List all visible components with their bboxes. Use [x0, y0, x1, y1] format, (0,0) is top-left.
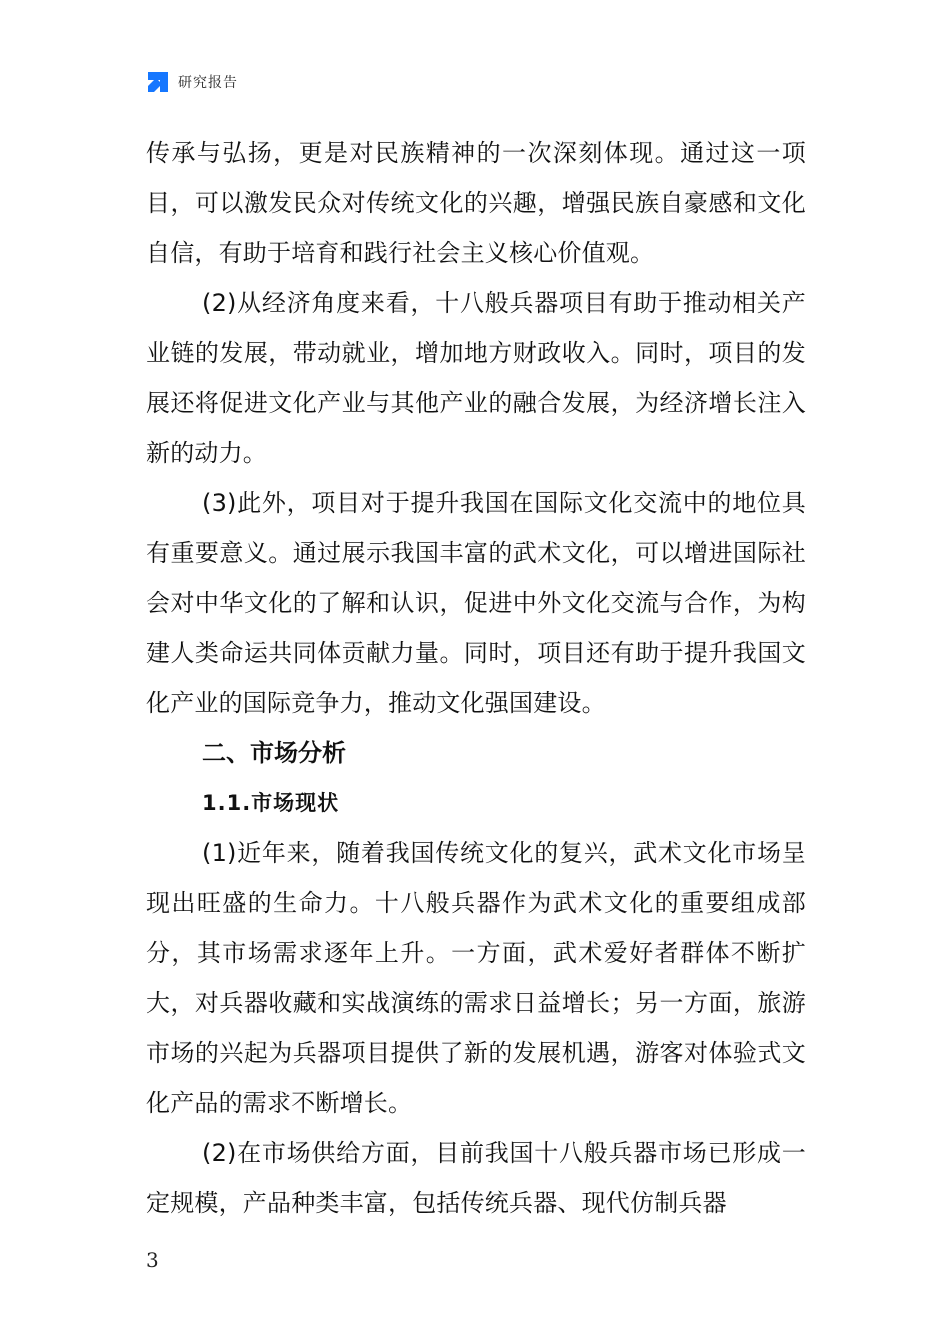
section-heading: 二、市场分析	[202, 739, 346, 767]
paragraph-market-supply: (2)在市场供给方面，目前我国十八般兵器市场已形成一定规模，产品种类丰富，包括传统兵器、现代仿制兵器	[146, 1139, 806, 1217]
report-header	[146, 68, 238, 96]
subsection-heading: 1.1.市场现状	[202, 791, 340, 815]
paragraph-international: (3)此外，项目对于提升我国在国际文化交流中的地位具有重要意义。通过展示我国丰富的武术文化，可以增进国际社会对中华文化的了解和认识，促进中外文化交流与合作，为构建人类命运共同体贡献力量。同时，项目还有助于提升我国文化产业的国际竞争力，推动文化强国建设。	[146, 489, 806, 717]
paragraph-economic: (2)从经济角度来看，十八般兵器项目有助于推动相关产业链的发展，带动就业，增加地方财政收入。同时，项目的发展还将促进文化产业与其他产业的融合发展，为经济增长注入新的动力。	[146, 289, 806, 467]
page-number: 3	[146, 1248, 159, 1272]
arrow-up-right-icon	[146, 70, 170, 94]
paragraph-continuation: 传承与弘扬，更是对民族精神的一次深刻体现。通过这一项目，可以激发民众对传统文化的兴趣，增强民族自豪感和文化自信，有助于培育和践行社会主义核心价值观。	[146, 139, 806, 267]
paragraph-market-demand: (1)近年来，随着我国传统文化的复兴，武术文化市场呈现出旺盛的生命力。十八般兵器作为武术文化的重要组成部分，其市场需求逐年上升。一方面，武术爱好者群体不断扩大，对兵器收藏和实战演练的需求日益增长；另一方面，旅游市场的兴起为兵器项目提供了新的发展机遇，游客对体验式文化产品的需求不断增长。	[146, 839, 806, 1117]
header-title: 研究报告	[178, 75, 238, 91]
document-body	[146, 128, 806, 1228]
